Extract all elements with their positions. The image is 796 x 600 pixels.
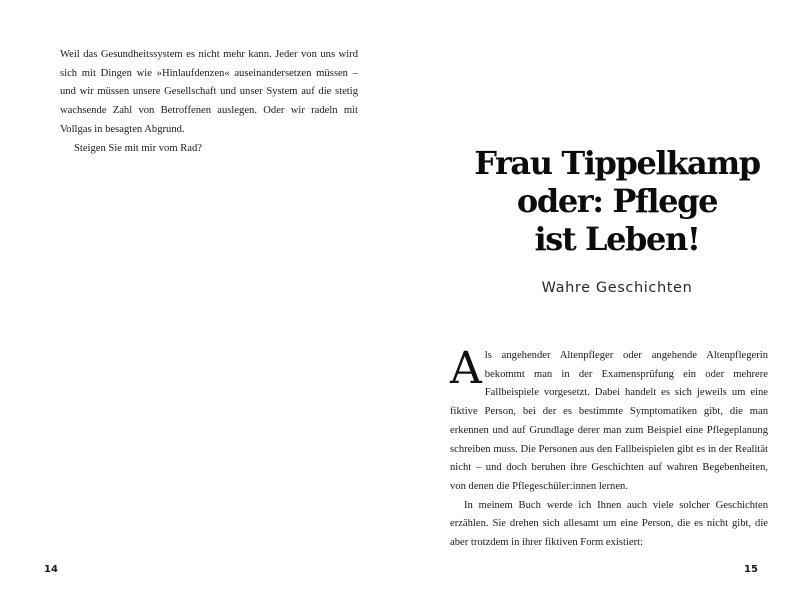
page-number: 14: [44, 564, 58, 575]
paragraph: In meinem Buch werde ich Ihnen auch viele solcher Geschichten erzählen. Sie drehen sich allesamt um eine Person, die es nicht gibt, die aber trotzdem in ihrer fiktiven Form existiert:: [450, 499, 768, 549]
chapter-title-line: Frau Tippelkamp: [474, 144, 760, 182]
paragraph: [450, 343, 768, 497]
paragraph-text: ls angehender Altenpfleger oder angehende Altenpflegerin bekommt man in der Examensprüfung ein oder mehrere Fallbeispiele vorgesetzt. Dabei handelt es sich jeweils um eine fiktive Person, bei der es bestimmte Symptomatiken gibt, die man erkennen und auf Grundlage derer man zum Beispiel eine Pflegeplanung schreiben muss. Die Personen aus den Fallbeispielen gibt es in der Realität nicht – und doch beruhen ihre Geschichten auf wahren Begebenheiten, von denen die Pflegeschüler:innen lernen.: [450, 350, 768, 492]
right-page: [398, 0, 796, 600]
chapter-subtitle: Wahre Geschichten: [541, 280, 693, 296]
left-page-text: [60, 46, 358, 158]
chapter-title: [438, 144, 796, 258]
chapter-title-line: oder: Pflege: [516, 182, 718, 220]
page-number: 15: [744, 564, 758, 575]
paragraph: Steigen Sie mit mir vom Rad?: [74, 142, 202, 154]
drop-cap: A: [450, 343, 482, 394]
chapter-title-line: ist Leben!: [534, 220, 700, 258]
right-page-text: [450, 343, 768, 553]
paragraph: Weil das Gesundheitssystem es nicht mehr kann. Jeder von uns wird sich mit Dingen wie »Hinlaufdenzen« auseinandersetzen müssen – und wir müssen unsere Gesellschaft und unser System auf die stetig wachsende Zahl von Betroffenen auslegen. Oder wir radeln mit Vollgas in besagten Abgrund.: [60, 49, 358, 135]
